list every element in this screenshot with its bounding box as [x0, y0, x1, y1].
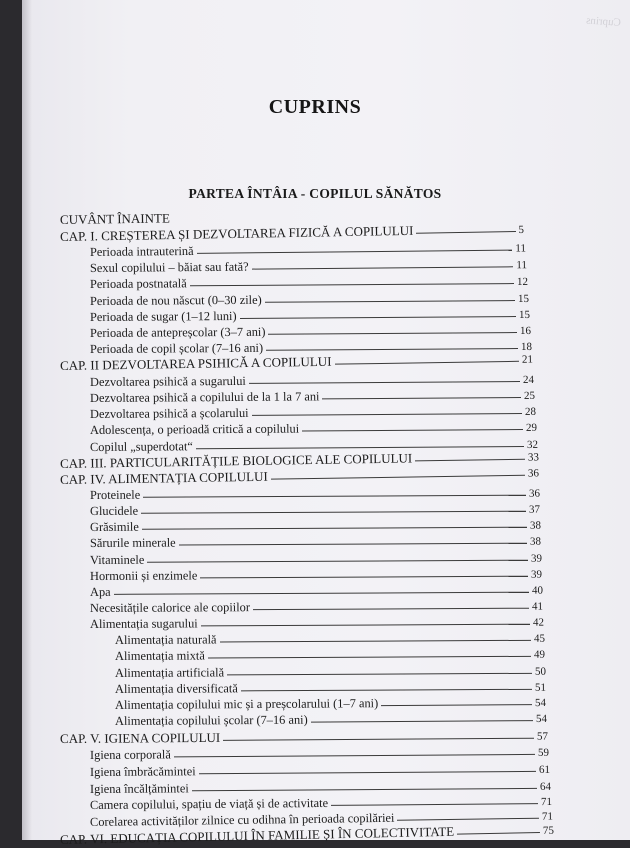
toc-page-number: 75	[542, 824, 555, 837]
toc-entry-title: Perioada de nou născut (0–30 zile)	[89, 292, 262, 308]
toc-entry-title: CAP. II DEZVOLTAREA PSIHICĂ A COPILULUI	[59, 353, 332, 373]
toc-entry-title: Camera copilului, spațiu de viață și de activitate	[89, 795, 329, 812]
part-title: PARTEA ÎNTÂIA - COPILUL SĂNĂTOS	[188, 186, 442, 201]
toc-page-number: 36	[527, 467, 540, 480]
toc-page-number: 61	[538, 763, 551, 776]
toc-page-number: 71	[540, 795, 553, 809]
toc-entry	[90, 567, 542, 584]
toc-page-number: 49	[533, 648, 546, 661]
toc-page-number: 24	[522, 373, 535, 386]
toc-entry-title: CAP. VI. EDUCAȚIA COPILULUI ÎN FAMILIE ȘI ÎN COLECTIVITATE	[59, 823, 455, 847]
toc-entry	[115, 631, 545, 648]
toc-page-number: 25	[523, 389, 536, 402]
toc-entry-title: Proteinele	[89, 487, 141, 502]
toc-entry-title: CAP. I. CREȘTEREA ȘI DEZVOLTAREA FIZICĂ A COPILULUI	[59, 222, 414, 244]
toc-leader-line	[265, 300, 515, 303]
toc-entry	[90, 762, 550, 780]
toc-entry	[90, 291, 529, 309]
toc-entry-title: Alimentația copilului mic și a preșcolarului (1–7 ani)	[114, 696, 379, 712]
toc-entry-title: Copilul „superdotat“	[89, 439, 193, 454]
toc-entry	[90, 534, 541, 551]
toc-entry-title: Alimentația sugarului	[89, 616, 198, 631]
toc-leader-line	[192, 788, 537, 791]
page-title: CUPRINS	[268, 96, 362, 118]
toc-entry	[90, 502, 540, 519]
toc-entry-title: Hormonii și enzimele	[89, 568, 198, 583]
toc-entry-title: CAP. III. PARTICULARITĂȚILE BIOLOGICE ALE COPILULUI	[59, 450, 413, 471]
toc-page-number: 38	[529, 519, 542, 532]
toc-page-number: 50	[534, 665, 547, 678]
toc-entry	[115, 647, 545, 664]
toc-leader-line	[249, 381, 520, 384]
toc-entry-title: CAP. V. IGIENA COPILULUI	[59, 729, 221, 746]
toc-page-number: 54	[534, 696, 547, 710]
toc-entry-title: Igiena corporală	[89, 747, 171, 762]
toc-leader-line	[252, 413, 522, 416]
toc-entry-title: Alimentația mixtă	[114, 648, 205, 663]
toc-page-number: 42	[532, 616, 545, 629]
toc-entry	[90, 274, 528, 292]
toc-page-number: 15	[518, 308, 531, 322]
toc-entry	[115, 711, 547, 729]
toc-leader-line	[253, 608, 529, 610]
toc-entry	[90, 372, 534, 390]
toc-page-number: 32	[526, 438, 539, 451]
toc-leader-line	[322, 397, 521, 399]
toc-entry-title: Dezvoltarea psihică a sugarului	[89, 373, 246, 389]
toc-leader-line	[227, 673, 532, 676]
toc-page-number: 21	[521, 353, 534, 366]
toc-leader-line	[199, 771, 536, 774]
toc-entry-title: Alimentația diversificată	[114, 681, 238, 696]
toc-entry	[115, 695, 546, 713]
toc-entry	[90, 404, 536, 422]
toc-entry-title: Alimentația naturală	[114, 632, 217, 647]
toc-leader-line	[334, 361, 518, 365]
toc-page-number: 29	[525, 421, 538, 434]
toc-page-number: 5	[518, 223, 525, 236]
toc-entry-title: Grăsimile	[89, 519, 139, 534]
toc-leader-line	[268, 332, 517, 335]
toc-page-number: 12	[516, 275, 529, 289]
toc-leader-line	[311, 720, 533, 723]
toc-entry	[90, 615, 544, 632]
toc-page-number: 37	[528, 503, 541, 516]
toc-page-number: 11	[516, 259, 528, 272]
toc-entry-title: Perioada de copil școlar (7–16 ani)	[89, 340, 264, 356]
toc-page-number: 36	[528, 487, 541, 500]
toc-entry-title: Perioada de antepreșcolar (3–7 ani)	[89, 324, 266, 340]
toc-page-number: 51	[534, 681, 547, 694]
toc-leader-line	[190, 283, 514, 286]
toc-leader-line	[266, 348, 518, 351]
toc-leader-line	[143, 495, 526, 498]
toc-page-number: 39	[530, 568, 543, 581]
toc-leader-line	[397, 818, 539, 821]
toc-leader-line	[201, 624, 530, 627]
toc-page-number: 16	[519, 324, 532, 337]
toc-entry-title: Corelarea activităților zilnice cu odihna în perioada copilăriei	[89, 810, 395, 829]
toc-entry	[90, 518, 541, 535]
toc-entry-title: Alimentația artificială	[114, 665, 225, 680]
toc-page-number: 54	[535, 712, 548, 726]
toc-leader-line	[173, 217, 517, 222]
toc-entry	[90, 551, 542, 568]
toc-entry-title: Igiena încălțămintei	[89, 781, 189, 796]
toc-leader-line	[114, 592, 529, 595]
toc-leader-line	[200, 576, 528, 579]
toc-page-number: 45	[533, 632, 546, 645]
toc-page-number: 59	[537, 746, 550, 759]
bleed-through-text: Cuprins	[585, 14, 622, 29]
toc-leader-line	[457, 832, 540, 835]
toc-entry	[90, 420, 537, 438]
toc-entry	[90, 388, 535, 406]
toc-page-number: 15	[517, 292, 530, 306]
toc-leader-line	[331, 803, 538, 806]
toc-entry-title: Perioada intrauterină	[89, 243, 194, 259]
toc-leader-line	[252, 266, 514, 269]
toc-entry	[90, 257, 527, 276]
toc-entry-title: Dezvoltarea psihică a copilului de la 1 la 7 ani	[89, 389, 320, 405]
toc-entry	[115, 680, 546, 697]
toc-page-number: 33	[527, 451, 540, 464]
toc-leader-line	[179, 543, 527, 546]
toc-page-number: 57	[536, 730, 549, 743]
toc-entry-title: CAP. IV. ALIMENTAȚIA COPILULUI	[59, 468, 268, 487]
toc-entry-title: Perioada de sugar (1–12 luni)	[89, 308, 237, 324]
toc-entry-title: Vitaminele	[89, 552, 145, 567]
toc-entry	[90, 307, 530, 325]
toc-page-number: 11	[515, 242, 527, 255]
toc-page-number: 39	[530, 552, 543, 565]
toc-leader-line	[220, 640, 532, 643]
toc-chapter-entry	[60, 728, 548, 747]
toc-leader-line	[141, 511, 526, 514]
toc-leader-line	[240, 316, 516, 319]
toc-entry-title: Glucidele	[89, 503, 139, 518]
toc-entry-title: Sărurile minerale	[89, 535, 176, 550]
toc-entry-title: Dezvoltarea psihică a școlarului	[89, 405, 249, 421]
toc-entry	[90, 583, 543, 600]
toc-leader-line	[302, 429, 523, 432]
toc-entry	[115, 664, 546, 681]
toc-entry-title: CUVÂNT ÎNAINTE	[59, 210, 170, 227]
toc-entry-title: Perioada postnatală	[89, 276, 187, 291]
toc-entry-title: Sexul copilului – băiat sau fată?	[89, 259, 249, 275]
toc-leader-line	[174, 754, 535, 758]
toc-entry-title: Apa	[89, 584, 111, 599]
toc-entry-title: Adolescența, o perioadă critică a copilului	[89, 421, 300, 437]
toc-leader-line	[381, 704, 532, 706]
toc-entry-title: Necesitățile calorice ale copiilor	[89, 600, 251, 615]
toc-entry	[90, 599, 543, 616]
toc-entry-title: Igiena îmbrăcămintei	[89, 764, 196, 779]
toc-page-number: 71	[541, 810, 554, 823]
toc-page-number: 40	[531, 584, 544, 597]
toc-leader-line	[241, 689, 532, 692]
toc-entry	[90, 745, 549, 763]
toc-leader-line	[142, 527, 527, 530]
toc-page-number: 18	[520, 340, 533, 353]
toc-page-number: 41	[531, 600, 544, 613]
toc-entry	[90, 323, 531, 341]
toc-leader-line	[416, 231, 515, 234]
toc-leader-line	[271, 475, 525, 480]
toc-entry	[90, 486, 540, 503]
toc-page-number: 64	[539, 780, 552, 793]
toc-leader-line	[197, 250, 513, 254]
toc-page-number: 28	[524, 405, 537, 418]
toc-leader-line	[208, 656, 531, 659]
toc-entry-title: Alimentația copilului școlar (7–16 ani)	[114, 712, 308, 728]
toc-leader-line	[147, 560, 528, 563]
toc-leader-line	[223, 738, 534, 741]
toc-leader-line	[415, 459, 525, 462]
toc-page-number: 38	[529, 535, 542, 548]
